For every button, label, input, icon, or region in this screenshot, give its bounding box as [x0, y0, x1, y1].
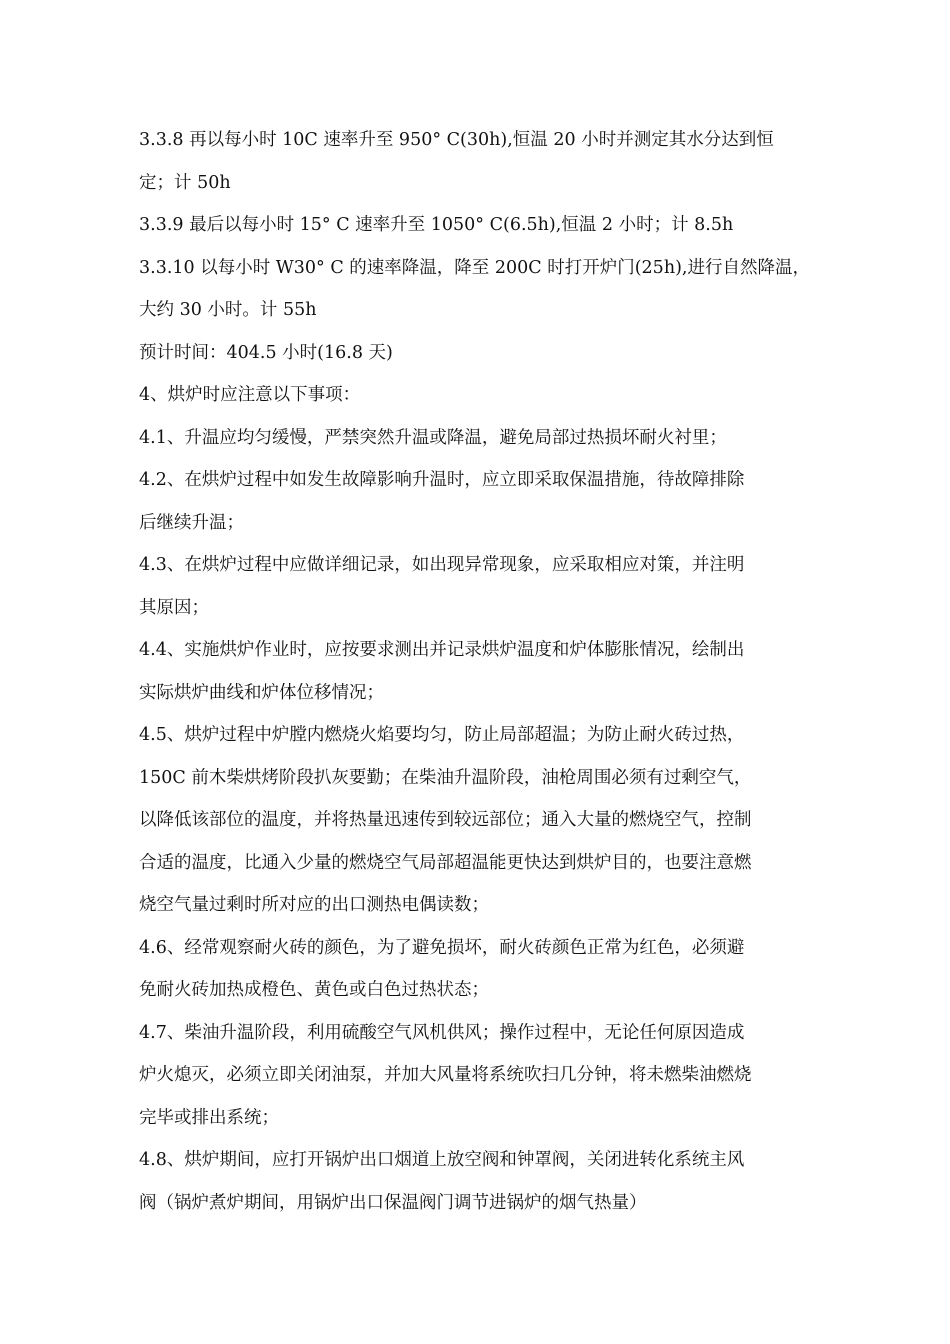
text-line-4-3: 4.3、在烘炉过程中应做详细记录，如出现异常现象，应采取相应对策，并注明 — [139, 555, 745, 575]
text-line-3-3-8-cont: 定；计 50h — [139, 172, 231, 193]
text-line-4-2: 4.2、在烘炉过程中如发生故障影响升温时，应立即采取保温措施，待故障排除 — [139, 470, 745, 490]
text-line-4-5-cont-3: 合适的温度，比通入少量的燃烧空气局部超温能更快达到烘炉目的，也要注意燃 — [139, 852, 752, 873]
text-line-3-3-9: 3.3.9 最后以每小时 15° C 速率升至 1050° C(6.5h),恒温 2 小时；计 8.5h — [139, 215, 734, 235]
text-line-4-4: 4.4、实施烘炉作业时，应按要求测出并记录烘炉温度和炉体膨胀情况，绘制出 — [139, 640, 745, 660]
text-line-4-8: 4.8、烘炉期间，应打开锅炉出口烟道上放空阀和钟罩阀，关闭进转化系统主风 — [139, 1150, 745, 1170]
text-line-4-2-cont: 后继续升温； — [139, 512, 244, 533]
text-line-4-8-cont: 阀（锅炉煮炉期间，用锅炉出口保温阀门调节进锅炉的烟气热量） — [139, 1192, 647, 1213]
text-line-estimated-time: 预计时间：404.5 小时(16.8 天) — [139, 342, 393, 363]
text-line-4-7-cont-2: 完毕或排出系统； — [139, 1107, 279, 1128]
text-line-4-4-cont: 实际烘炉曲线和炉体位移情况； — [139, 682, 384, 703]
text-line-4-3-cont: 其原因； — [139, 597, 209, 618]
text-line-4-7: 4.7、柴油升温阶段，利用硫酸空气风机供风；操作过程中，无论任何原因造成 — [139, 1022, 745, 1043]
text-line-3-3-8: 3.3.8 再以每小时 10C 速率升至 950° C(30h),恒温 20 小时并测定其水分达到恒 — [139, 130, 774, 150]
section-heading-4: 4、烘炉时应注意以下事项： — [139, 385, 361, 405]
text-line-4-1: 4.1、升温应均匀缓慢，严禁突然升温或降温，避免局部过热损坏耐火衬里； — [139, 427, 727, 448]
text-line-4-6: 4.6、经常观察耐火砖的颜色，为了避免损坏，耐火砖颜色正常为红色，必须避 — [139, 937, 745, 958]
text-line-3-3-10-cont: 大约 30 小时。计 55h — [139, 300, 317, 320]
text-line-4-6-cont: 免耐火砖加热成橙色、黄色或白色过热状态； — [139, 980, 489, 1000]
text-line-3-3-10: 3.3.10 以每小时 W30° C 的速率降温，降至 200C 时打开炉门(25h),进行自然降温， — [139, 257, 810, 278]
text-line-4-5-cont-2: 以降低该部位的温度，并将热量迅速传到较远部位；通入大量的燃烧空气，控制 — [139, 810, 752, 830]
text-line-4-5-cont-4: 烧空气量过剩时所对应的出口测热电偶读数； — [139, 895, 489, 915]
document-body — [139, 119, 829, 1224]
text-line-4-7-cont-1: 炉火熄灭，必须立即关闭油泵，并加大风量将系统吹扫几分钟，将未燃柴油燃烧 — [139, 1065, 752, 1085]
text-line-4-5: 4.5、烘炉过程中炉膛内燃烧火焰要均匀，防止局部超温；为防止耐火砖过热， — [139, 725, 745, 745]
text-line-4-5-cont-1: 150C 前木柴烘烤阶段扒灰要勤；在柴油升温阶段，油枪周围必须有过剩空气， — [139, 767, 752, 788]
